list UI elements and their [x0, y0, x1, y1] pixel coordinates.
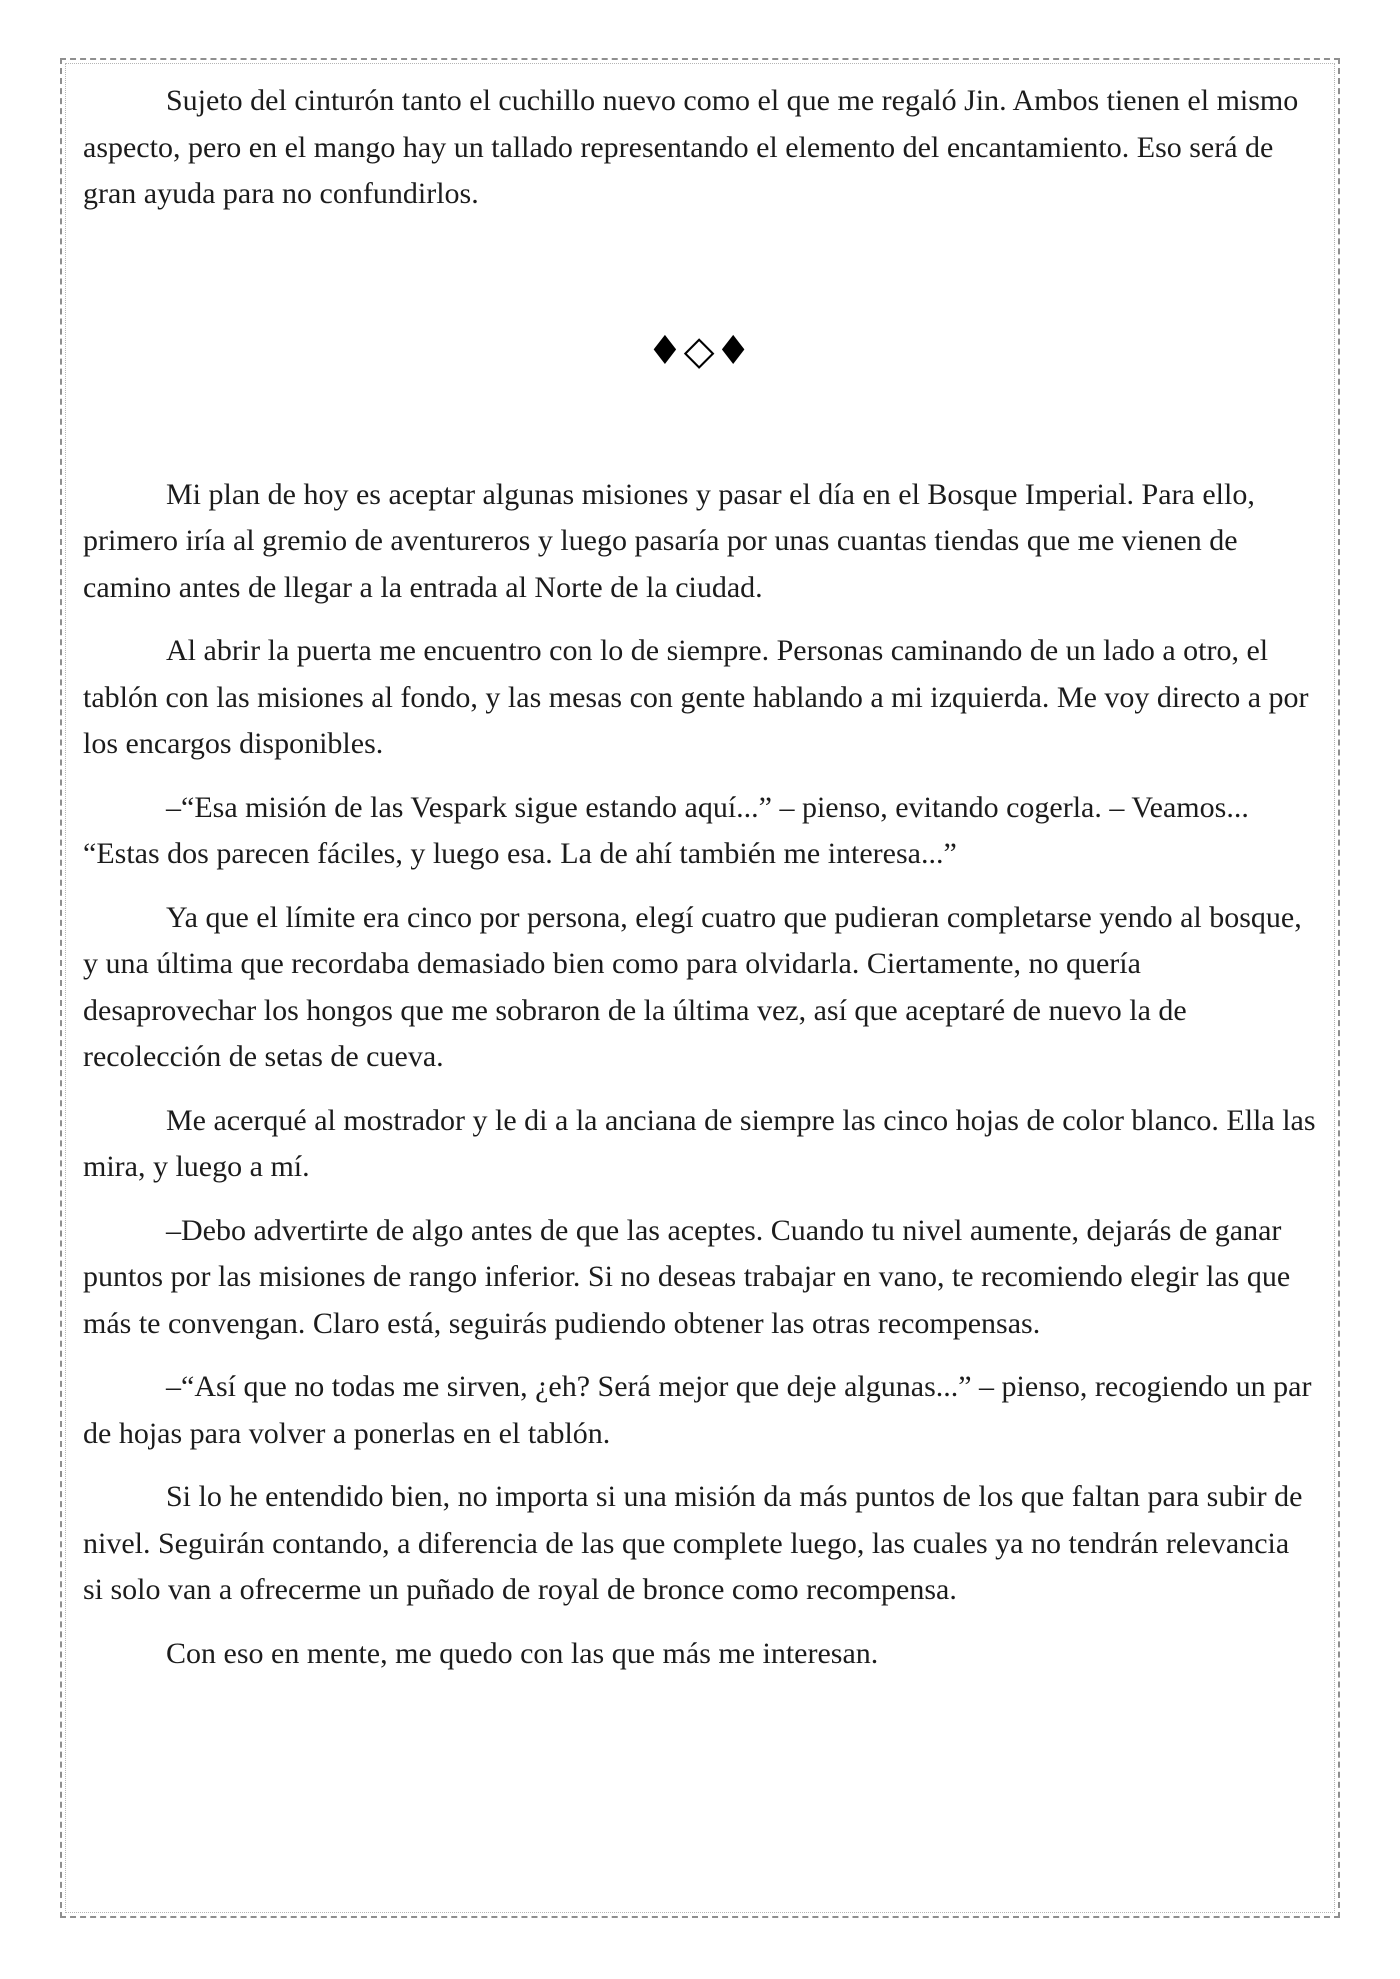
- paragraph: –“Esa misión de las Vespark sigue estando aquí...” – pienso, evitando cogerla. – Veamos... “Estas dos parecen fáciles, y luego esa. La de ahí también me interesa...”: [83, 790, 1249, 870]
- paragraph: Ya que el límite era cinco por persona, elegí cuatro que pudieran completarse yendo al bosque, y una última que recordaba demasiado bien como para olvidarla. Ciertamente, no quería desaprovechar los hongos que me sobraron de la última vez, así que aceptaré de nuevo la de recolección de setas de cueva.: [83, 900, 1302, 1073]
- document-body: [83, 78, 1316, 1677]
- paragraph: Mi plan de hoy es aceptar algunas misiones y pasar el día en el Bosque Imperial. Para ello, primero iría al gremio de aventureros y luego pasaría por unas cuantas tiendas que me vienen de camino antes de llegar a la entrada al Norte de la ciudad.: [83, 477, 1255, 604]
- scene-break-ornament: ♦◇♦: [647, 327, 752, 374]
- paragraph: Me acerqué al mostrador y le di a la anciana de siempre las cinco hojas de color blanco. Ella las mira, y luego a mí.: [83, 1103, 1316, 1183]
- paragraph: Al abrir la puerta me encuentro con lo de siempre. Personas caminando de un lado a otro, el tablón con las misiones al fondo, y las mesas con gente hablando a mi izquierda. Me voy directo a por los encargos disponibles.: [83, 634, 1309, 760]
- paragraph: Si lo he entendido bien, no importa si una misión da más puntos de los que faltan para subir de nivel. Seguirán contando, a diferencia de las que complete luego, las cuales ya no tendrán relevancia si solo van a ofrecerme un puñado de royal de bronce como recompensa.: [83, 1480, 1303, 1606]
- paragraph: –Debo advertirte de algo antes de que las aceptes. Cuando tu nivel aumente, dejarás de ganar puntos por las misiones de rango inferior. Si no deseas trabajar en vano, te recomiendo elegir las que más te convengan. Claro está, seguirás pudiendo obtener las otras recompensas.: [83, 1213, 1291, 1340]
- paragraph: Sujeto del cinturón tanto el cuchillo nuevo como el que me regaló Jin. Ambos tienen el mismo aspecto, pero en el mango hay un tallado representando el elemento del encantamiento. Eso será de gran ayuda para no confundirlos.: [83, 84, 1299, 210]
- paragraph: Con eso en mente, me quedo con las que más me interesan.: [166, 1636, 879, 1670]
- paragraph: –“Así que no todas me sirven, ¿eh? Será mejor que deje algunas...” – pienso, recogiendo un par de hojas para volver a ponerlas en el tablón.: [83, 1370, 1312, 1450]
